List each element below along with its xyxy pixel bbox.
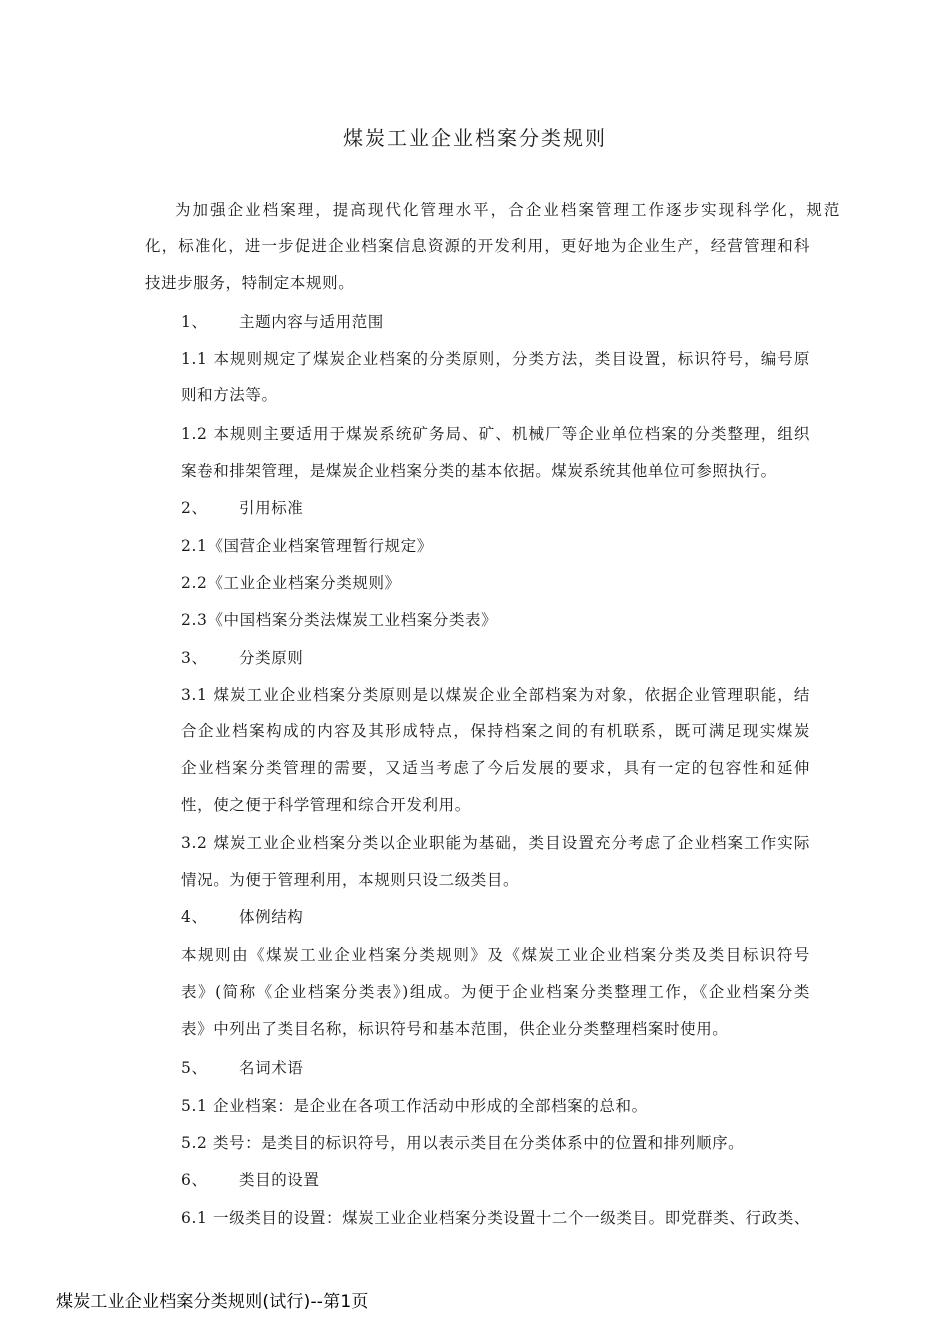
section-heading-4 — [181, 907, 810, 927]
intro-line-1: 为加强企业档案理，提高现代化管理水平，合企业档案管理工作逐步实现科学化，规范 — [175, 201, 840, 219]
paragraph-line: 本规则由《煤炭工业企业档案分类规则》及《煤炭工业企业档案分类及类目标识符号 — [181, 946, 810, 964]
paragraph-line: 表》(简称《企业档案分类表》)组成。为便于企业档案分类整理工作，《企业档案分类 — [181, 983, 810, 1001]
section-title: 体例结构 — [239, 908, 304, 926]
page-footer: 煤炭工业企业档案分类规则(试行)--第1页 — [56, 1292, 369, 1312]
paragraph-line: 则和方法等。 — [181, 386, 278, 404]
reference-item: 2.2《工业企业档案分类规则》 — [181, 574, 401, 592]
section-title: 引用标准 — [239, 499, 304, 517]
reference-item: 2.1《国营企业档案管理暂行规定》 — [181, 537, 433, 555]
section-heading-3 — [181, 648, 810, 668]
paragraph-line: 表》中列出了类目名称，标识符号和基本范围，供企业分类整理档案时使用。 — [181, 1020, 729, 1038]
paragraph-line: 3.1 煤炭工业企业档案分类原则是以煤炭企业全部档案为对象，依据企业管理职能，结 — [181, 686, 810, 704]
section-heading-5 — [181, 1058, 810, 1078]
paragraph-line: 企业档案分类管理的需要，又适当考虑了今后发展的要求，具有一定的包容性和延伸 — [181, 759, 810, 777]
paragraph-line: 合企业档案构成的内容及其形成特点，保持档案之间的有机联系，既可满足现实煤炭 — [181, 722, 810, 740]
section-title: 名词术语 — [239, 1059, 304, 1077]
section-title: 类目的设置 — [239, 1171, 320, 1189]
paragraph-line: 1.2 本规则主要适用于煤炭系统矿务局、矿、机械厂等企业单位档案的分类整理，组织 — [181, 425, 810, 443]
reference-item: 2.3《中国档案分类法煤炭工业档案分类表》 — [181, 611, 498, 629]
intro-line-2: 化，标准化，进一步促进企业档案信息资源的开发利用，更好地为企业生产，经营管理和科 — [145, 237, 810, 255]
paragraph-line: 6.1 一级类目的设置：煤炭工业企业档案分类设置十二个一级类目。即党群类、行政类、 — [181, 1209, 810, 1227]
section-number: 5、 — [181, 1059, 208, 1077]
section-number: 1、 — [181, 313, 208, 331]
paragraph-line: 1.1 本规则规定了煤炭企业档案的分类原则，分类方法，类目设置，标识符号，编号原 — [181, 350, 810, 368]
section-heading-6 — [181, 1170, 810, 1190]
paragraph-line: 案卷和排架管理，是煤炭企业档案分类的基本依据。煤炭系统其他单位可参照执行。 — [181, 462, 777, 480]
section-number: 4、 — [181, 908, 208, 926]
section-number: 6、 — [181, 1171, 208, 1189]
term-item: 5.2 类号：是类目的标识符号，用以表示类目在分类体系中的位置和排列顺序。 — [181, 1134, 745, 1152]
intro-line-3: 技进步服务，特制定本规则。 — [145, 274, 355, 292]
paragraph-line: 性，使之便于科学管理和综合开发利用。 — [181, 796, 471, 814]
section-title: 主题内容与适用范围 — [239, 313, 384, 331]
section-title: 分类原则 — [239, 649, 304, 667]
section-heading-1 — [181, 312, 810, 332]
section-number: 3、 — [181, 649, 208, 667]
section-number: 2、 — [181, 499, 208, 517]
paragraph-line: 3.2 煤炭工业企业档案分类以企业职能为基础，类目设置充分考虑了企业档案工作实际 — [181, 834, 810, 852]
section-heading-2 — [181, 498, 810, 518]
document-title: 煤炭工业企业档案分类规则 — [343, 126, 607, 150]
paragraph-line: 情况。为便于管理利用，本规则只设二级类目。 — [181, 871, 520, 889]
term-item: 5.1 企业档案：是企业在各项工作活动中形成的全部档案的总和。 — [181, 1097, 648, 1115]
